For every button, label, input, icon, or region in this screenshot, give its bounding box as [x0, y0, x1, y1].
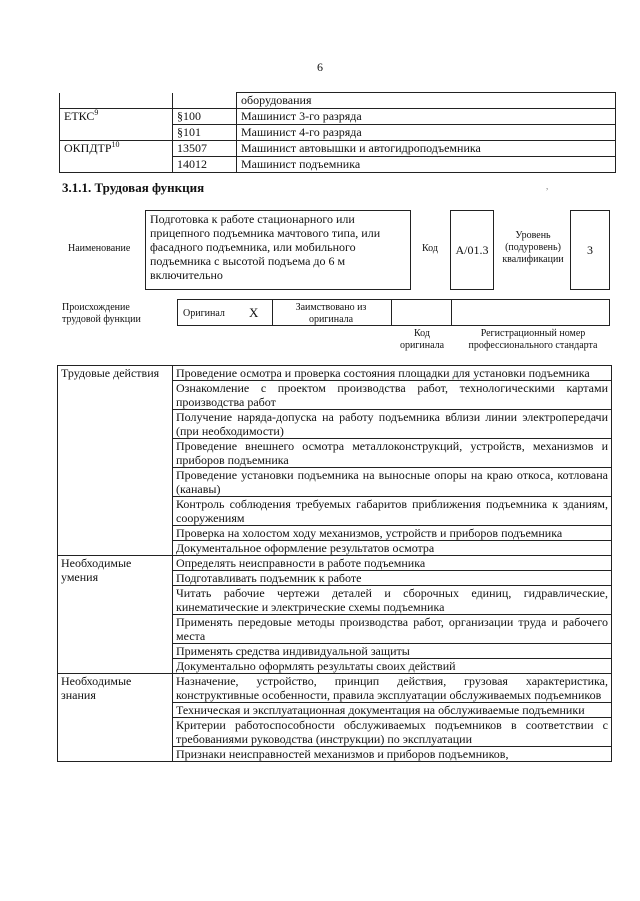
- table-cell: Проведение осмотра и проверка состояния площадки для установки подъемника: [173, 366, 612, 381]
- origin-label: Происхождение трудовой функции: [62, 302, 141, 325]
- function-code: А/01.3: [455, 242, 489, 257]
- level-value: 3: [587, 242, 593, 257]
- table-cell: §100: [173, 109, 237, 125]
- table-cell: Контроль соблюдения требуемых габаритов приближения подъемника к зданиям, сооружениям: [173, 497, 612, 526]
- table-cell: 14012: [173, 157, 237, 173]
- table-cell: Машинист 4-го разряда: [237, 125, 616, 141]
- function-name-box: Подготовка к работе стационарного или прицепного подъемника мачтового типа, или фасадного подъемника, или мобильного подъемника с высотой подъема до 6 м включительно: [145, 210, 411, 290]
- table-cell: Подготавливать подъемник к работе: [173, 571, 612, 586]
- table-row: [60, 141, 616, 157]
- table-cell: ОКПДТР$^{10}$: [60, 141, 173, 157]
- table-row: [58, 556, 612, 571]
- category-cell: Необходимые умения: [58, 556, 173, 674]
- table-cell: Критерии работоспособности обслуживаемых подъемников в соответствии с требованиями руководства (инструкции) по эксплуатации: [173, 718, 612, 747]
- table-cell: Машинист автовышки и автогидроподъемника: [237, 141, 616, 157]
- table-cell: Проверка на холостом ходу механизмов, устройств и приборов подъемника: [173, 526, 612, 541]
- page-number: 6: [317, 60, 323, 74]
- origin-box: [177, 299, 610, 326]
- table-cell: Признаки неисправностей механизмов и приборов подъемников,: [173, 747, 612, 762]
- function-code-box: [450, 210, 494, 290]
- table-row: [58, 366, 612, 381]
- table-cell: 13507: [173, 141, 237, 157]
- code-caption: Код оригинала: [399, 328, 445, 351]
- table-row: [60, 109, 616, 125]
- category-cell: Необходимые знания: [58, 674, 173, 762]
- category-cell: Трудовые действия: [58, 366, 173, 556]
- table-cell: Применять средства индивидуальной защиты: [173, 644, 612, 659]
- table-cell: Получение наряда-допуска на работу подъемника вблизи линии электропередачи (при необходимости): [173, 410, 612, 439]
- code-label: Код: [422, 243, 438, 254]
- borrowed-label: Заимствовано из оригинала: [295, 302, 367, 325]
- stray-mark: ,: [546, 181, 549, 191]
- divider: [391, 300, 392, 325]
- table-row: [60, 157, 616, 173]
- table-row: [60, 93, 616, 109]
- table-cell: Назначение, устройство, принцип действия, грузовая характеристика, конструктивные особенности, правила эксплуатации обслуживаемых подъемников: [173, 674, 612, 703]
- table-row: [60, 125, 616, 141]
- table-cell: Читать рабочие чертежи деталей и сборочных единиц, гидравлические, кинематические и электрические схемы подъемника: [173, 586, 612, 615]
- name-label: Наименование: [68, 243, 131, 254]
- table-cell: оборудования: [237, 93, 616, 109]
- table-row: [58, 674, 612, 703]
- table-cell: Применять передовые методы производства работ, организации труда и рабочего места: [173, 615, 612, 644]
- table-cell: Машинист подъемника: [237, 157, 616, 173]
- divider: [272, 300, 273, 325]
- table-cell: Определять неисправности в работе подъемника: [173, 556, 612, 571]
- reg-caption: Регистрационный номер профессионального стандарта: [468, 328, 598, 351]
- level-label: Уровень (подуровень) квалификации: [502, 230, 564, 265]
- table-cell: Техническая и эксплуатационная документация на обслуживаемые подъемники: [173, 703, 612, 718]
- table-cell: Проведение установки подъемника на выносные опоры на краю откоса, котлована (канавы): [173, 468, 612, 497]
- table-cell: Документальное оформление результатов осмотра: [173, 541, 612, 556]
- table-cell: Документально оформлять результаты своих действий: [173, 659, 612, 674]
- section-title: 3.1.1. Трудовая функция: [62, 180, 205, 195]
- divider: [451, 300, 452, 325]
- original-mark: X: [249, 305, 259, 320]
- table-cell: §101: [173, 125, 237, 141]
- table-cell: ЕТКС$^9$: [60, 109, 173, 125]
- table-cell: Проведение внешнего осмотра металлоконструкций, устройств, механизмов и приборов подъемника: [173, 439, 612, 468]
- level-box: [570, 210, 610, 290]
- original-label: Оригинал: [183, 308, 225, 319]
- table-cell: Машинист 3-го разряда: [237, 109, 616, 125]
- functions-table: [57, 365, 612, 762]
- classification-table: [59, 92, 616, 173]
- table-cell: Ознакомление с проектом производства работ, технологическими картами производства работ: [173, 381, 612, 410]
